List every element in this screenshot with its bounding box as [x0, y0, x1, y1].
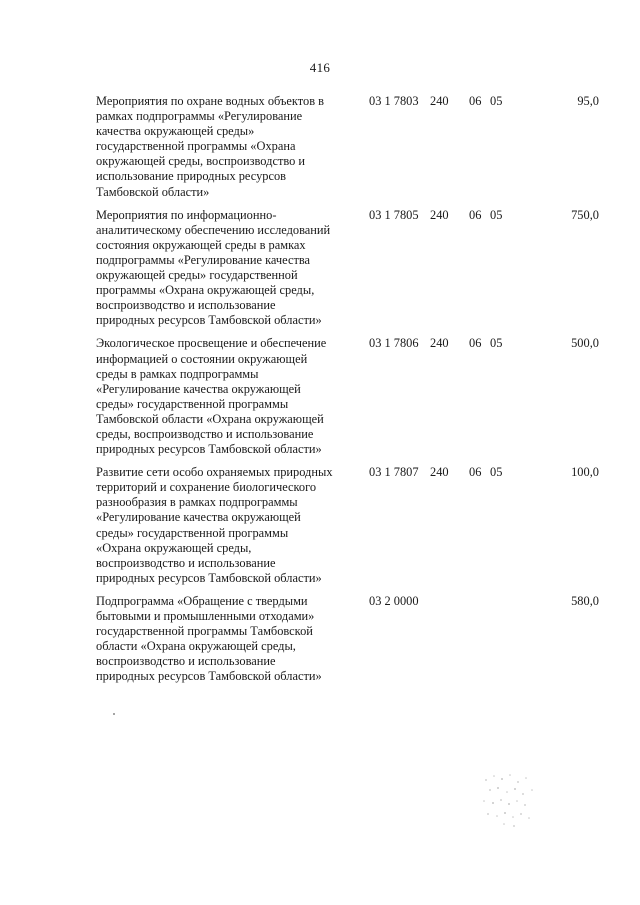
- faint-stamp-mark-icon: [474, 770, 544, 830]
- row-target-code: 03 1 7805: [369, 207, 419, 222]
- row-target-code: 03 2 0000: [369, 593, 419, 608]
- row-amount: 750,0: [571, 207, 599, 222]
- table-row: [96, 336, 606, 457]
- row-target-code: 03 1 7803: [369, 94, 419, 108]
- row-amount: 100,0: [571, 465, 599, 480]
- row-section: 06: [469, 207, 482, 222]
- row-amount: 500,0: [571, 336, 599, 351]
- table-row: [96, 94, 606, 200]
- row-description: Подпрограмма «Обращение с твердыми бытовыми и промышленными отходами» государственной программы Тамбовской области «Охрана окружающей среды, воспроизводство и использование природных ресурсов Тамбовской области»: [96, 593, 322, 684]
- row-subsection: 05: [490, 207, 503, 222]
- row-subsection: 05: [490, 336, 503, 351]
- row-expense-type: 240: [430, 336, 449, 351]
- row-subsection: 05: [490, 465, 503, 480]
- row-section: 06: [469, 336, 482, 351]
- row-target-code: 03 1 7806: [369, 336, 419, 351]
- row-target-code: 03 1 7807: [369, 465, 419, 480]
- row-amount: 580,0: [571, 593, 599, 608]
- row-section: 06: [469, 94, 482, 108]
- page-number: 416: [309, 60, 331, 75]
- table-row: [96, 465, 606, 586]
- row-expense-type: 240: [430, 94, 449, 108]
- row-amount: 95,0: [577, 94, 599, 108]
- budget-table: [96, 94, 606, 692]
- row-description: Экологическое просвещение и обеспечение информацией о состоянии окружающей среды в рамках подпрограммы «Регулирование качества окружающей среды» государственной программы Тамбовской области «Охрана окружающей среды, воспроизводство и использование природных ресурсов Тамбовской области»: [96, 336, 327, 457]
- row-description: Развитие сети особо охраняемых природных территорий и сохранение биологического разнообразия в рамках подпрограммы «Регулирование качества окружающей среды» государственной программы «Охрана окружающей среды, воспроизводство и использование природных ресурсов Тамбовской области»: [96, 465, 333, 585]
- row-expense-type: 240: [430, 465, 449, 480]
- table-row: [96, 594, 606, 685]
- row-description: Мероприятия по охране водных объектов в рамках подпрограммы «Регулирование качества окружающей среды» государственной программы «Охрана окружающей среды, воспроизводство и использование природных ресурсов Тамбовской области»: [96, 94, 325, 199]
- table-row: [96, 208, 606, 329]
- row-section: 06: [469, 465, 482, 480]
- stray-dot-mark: [113, 713, 115, 715]
- row-expense-type: 240: [430, 207, 449, 222]
- row-description: Мероприятия по информационно- аналитическому обеспечению исследований состояния окружающей среды в рамках подпрограммы «Регулирование качества окружающей среды» государственной программы «Охрана окружающей среды, воспроизводство и использование природных ресурсов Тамбовской области»: [96, 207, 331, 328]
- row-subsection: 05: [490, 94, 503, 108]
